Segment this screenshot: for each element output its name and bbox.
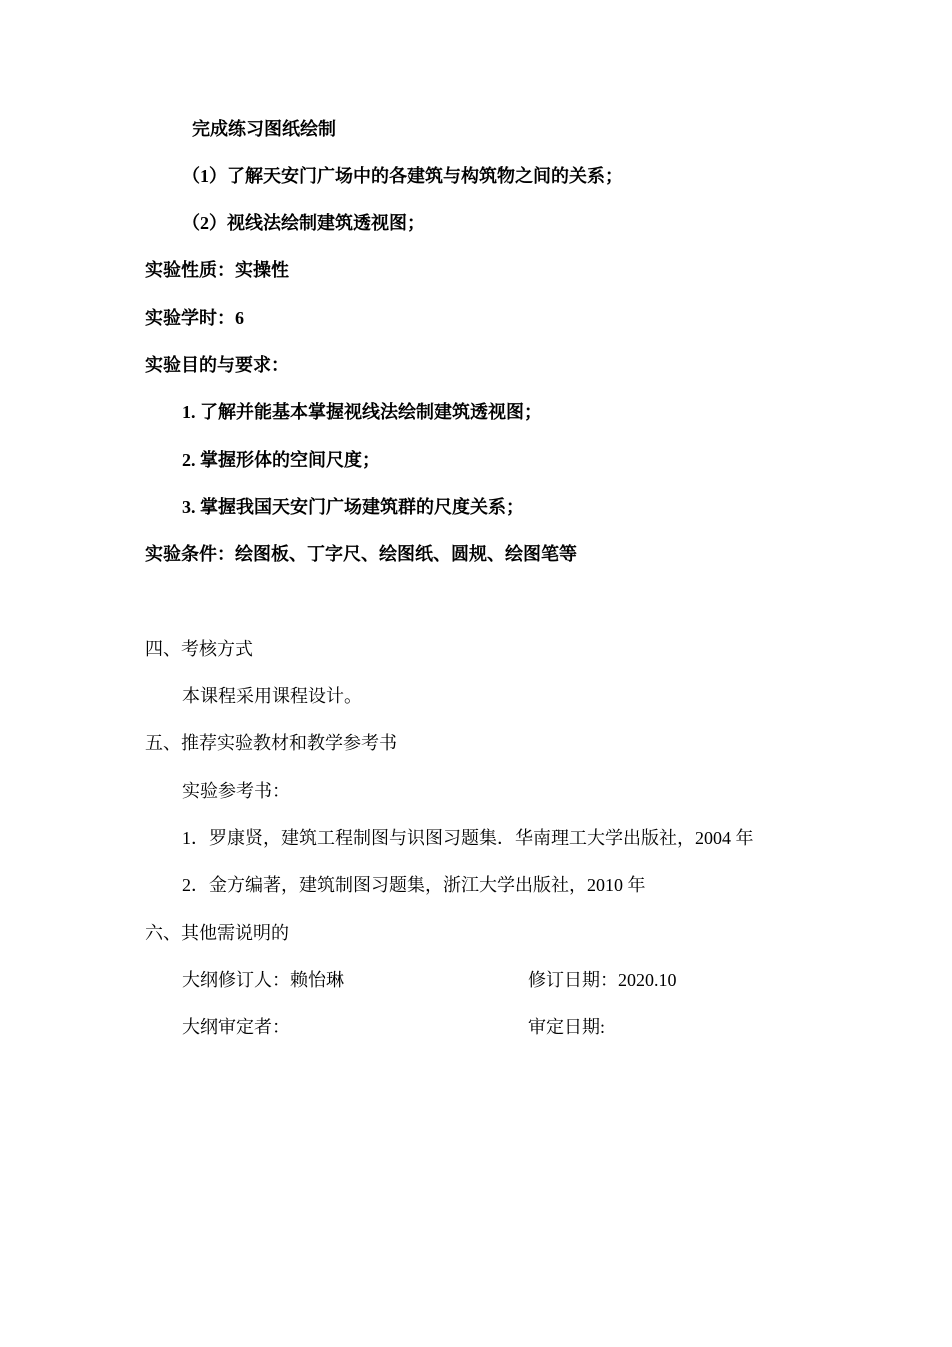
section5-heading: 五、推荐实验教材和教学参考书 — [145, 733, 397, 753]
section6-heading: 六、其他需说明的 — [145, 923, 289, 943]
goal-item-1: 1. 了解并能基本掌握视线法绘制建筑透视图； — [182, 402, 542, 422]
ref-item-1: 1．罗康贤，建筑工程制图与识图习题集．华南理工大学出版社，2004 年 — [182, 828, 754, 848]
section4-heading: 四、考核方式 — [145, 639, 253, 659]
goal-item-3: 3. 掌握我国天安门广场建筑群的尺度关系； — [182, 497, 524, 517]
experiment-conditions: 实验条件：绘图板、丁字尺、绘图纸、圆规、绘图笔等 — [145, 544, 577, 564]
approver-label: 大纲审定者： — [182, 1017, 290, 1037]
task-line: 完成练习图纸绘制 — [192, 119, 336, 139]
goal-item-2: 2. 掌握形体的空间尺度； — [182, 450, 380, 470]
experiment-hours: 实验学时：6 — [145, 308, 244, 328]
refs-label: 实验参考书： — [182, 781, 290, 801]
task-item-2: （2）视线法绘制建筑透视图； — [182, 213, 425, 233]
approve-date: 审定日期: — [528, 1017, 606, 1037]
ref-item-2: 2．金方编著，建筑制图习题集，浙江大学出版社，2010 年 — [182, 875, 646, 895]
revise-date: 修订日期：2020.10 — [528, 970, 677, 990]
experiment-nature: 实验性质：实操性 — [145, 260, 289, 280]
goals-title: 实验目的与要求： — [145, 355, 289, 375]
section4-body: 本课程采用课程设计。 — [182, 686, 362, 706]
task-item-1: （1）了解天安门广场中的各建筑与构筑物之间的关系； — [182, 166, 623, 186]
reviser-label: 大纲修订人：赖怡琳 — [182, 970, 344, 990]
